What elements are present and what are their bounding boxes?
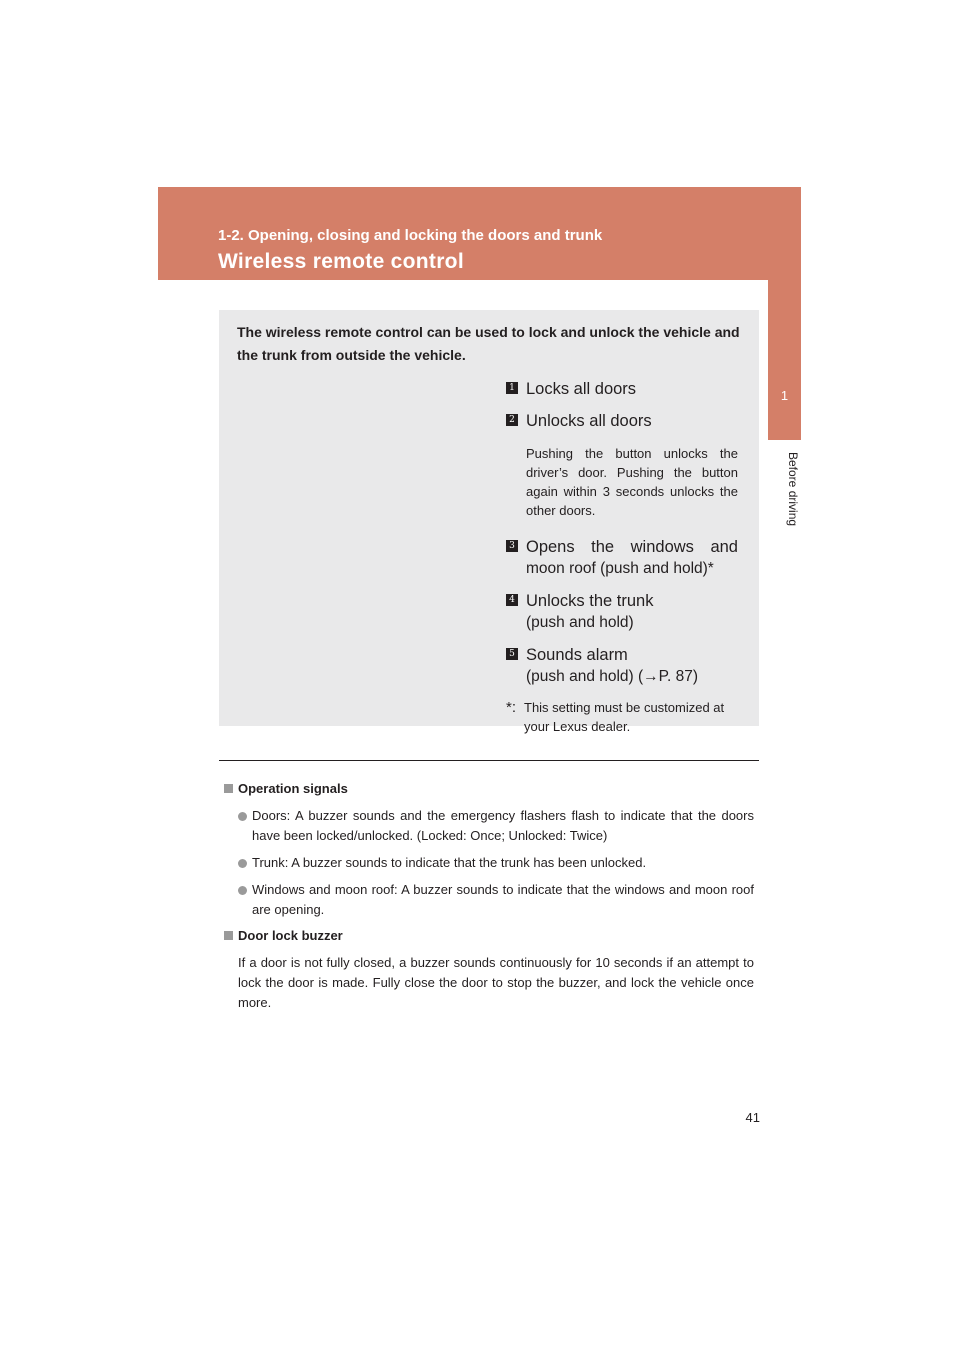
chapter-label: Before driving [786, 452, 800, 527]
square-bullet-icon [224, 784, 233, 793]
list-item [506, 378, 738, 400]
chapter-tab [768, 280, 801, 440]
circle-bullet-icon [238, 812, 247, 821]
operation-signals-heading [224, 780, 754, 798]
divider [219, 760, 759, 761]
door-lock-buzzer-text: If a door is not fully closed, a buzzer sounds continuously for 10 seconds if an attempt to lock the door is made. Fully close the door to stop the buzzer, and lock the vehicle once more. [238, 955, 754, 1010]
number-5-icon: 5 [506, 648, 518, 660]
item-label-line2: (push and hold) (→P. 87) [526, 668, 699, 685]
item-note: Pushing the button unlocks the driver’s door. Pushing the button again within 3 seconds unlocks the other doors. [526, 446, 738, 518]
section-header [158, 187, 801, 280]
list-item [224, 806, 754, 846]
heading-text: Operation signals [238, 781, 348, 796]
bullet-text: Doors: A buzzer sounds and the emergency flashers flash to indicate that the doors have been locked/unlocked. (Locked: Once; Unlocked: Twice) [252, 808, 754, 843]
button-function-list [506, 378, 738, 736]
list-item [506, 536, 738, 580]
footnote-text: This setting must be customized at your Lexus dealer. [524, 700, 725, 734]
chapter-number: 1 [780, 388, 789, 403]
item-label-line1: Unlocks the trunk [526, 592, 654, 610]
door-lock-buzzer-heading [224, 927, 754, 945]
bullet-text: Windows and moon roof: A buzzer sounds to indicate that the windows and moon roof are opening. [252, 882, 754, 917]
item-label-line1: Sounds alarm [526, 646, 628, 664]
item-label-line2: (push and hold) [526, 614, 634, 631]
footnote-mark: *: [506, 699, 517, 716]
item-label-line2: moon roof (push and hold)* [526, 560, 714, 577]
item-label: Locks all doors [526, 380, 637, 398]
circle-bullet-icon [238, 886, 247, 895]
item-label-line1: Opens the windows and [526, 538, 738, 556]
list-item [224, 853, 754, 873]
page-number: 41 [745, 1110, 760, 1125]
square-bullet-icon [224, 931, 233, 940]
number-2-icon: 2 [506, 414, 518, 426]
footnote [506, 698, 738, 736]
page-title: Wireless remote control [218, 250, 464, 273]
circle-bullet-icon [238, 859, 247, 868]
list-item [506, 410, 738, 520]
list-item [506, 590, 738, 634]
intro-text: The wireless remote control can be used to lock and unlock the vehicle and the trunk from outside the vehicle. [237, 324, 740, 363]
bullet-text: Trunk: A buzzer sounds to indicate that the trunk has been unlocked. [252, 855, 647, 870]
section-title: 1-2. Opening, closing and locking the doors and trunk [218, 227, 603, 244]
number-1-icon: 1 [506, 382, 518, 394]
info-section [224, 780, 754, 1013]
heading-text: Door lock buzzer [238, 928, 343, 943]
item-label: Unlocks all doors [526, 412, 652, 430]
number-4-icon: 4 [506, 594, 518, 606]
remote-control-panel [219, 310, 759, 734]
list-item [224, 880, 754, 920]
list-item [506, 644, 738, 688]
number-3-icon: 3 [506, 540, 518, 552]
